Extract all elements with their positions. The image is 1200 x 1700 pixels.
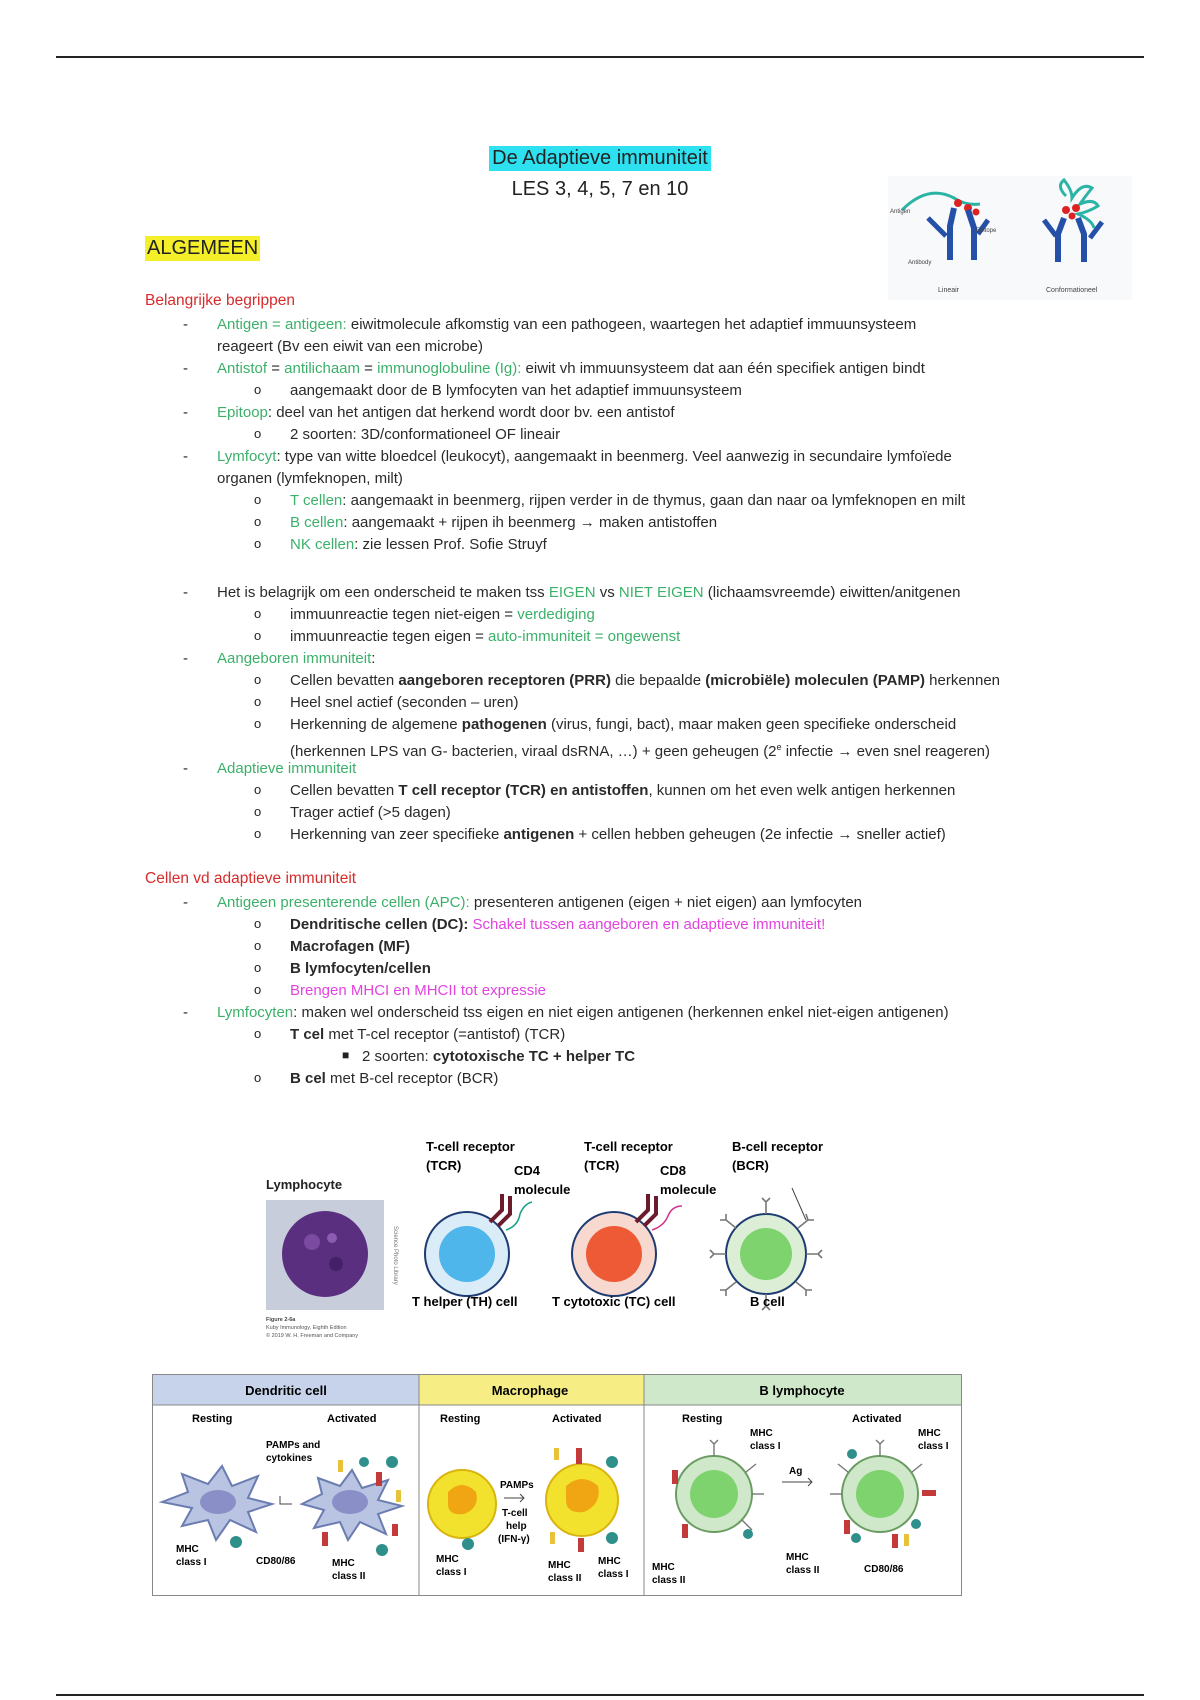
circle-bullet: o	[254, 606, 262, 621]
b-cel-item: B cel met B-cel receptor (BCR)	[290, 1070, 499, 1087]
t-cel-subtypes: 2 soorten: cytotoxische TC + helper TC	[362, 1048, 636, 1065]
antibody-label: Antibody	[908, 260, 932, 266]
b-lymphocyte-title: B lymphocyte	[759, 1383, 845, 1398]
circle-bullet: o	[254, 960, 262, 975]
dash-bullet: -	[183, 650, 188, 667]
mhc-item: Brengen MHCI en MHCII tot expressie	[290, 982, 546, 999]
adaptieve-item-3: Herkenning van zeer specifieke antigenen + cellen hebben geheugen (2e infectie → sneller actief)	[290, 826, 946, 843]
eigen-reactie: immuunreactie tegen eigen = auto-immuniteit = ongewenst	[290, 628, 681, 645]
cd8-label-b: molecule	[660, 1182, 717, 1197]
square-bullet: ■	[342, 1048, 350, 1062]
cd8-label-a: CD8	[660, 1163, 687, 1178]
dc-mhc-i-1: MHC	[176, 1544, 199, 1555]
circle-bullet: o	[254, 982, 262, 997]
pamps-cytokines-1: PAMPs and	[266, 1440, 321, 1451]
dash-bullet: -	[183, 760, 188, 777]
antistof-definition: Antistof = antilichaam = immunoglobuline (Ig): eiwit vh immuunsysteem dat aan één specifiek antigen bindt	[217, 360, 925, 377]
mac-mhc-i-2: class I	[436, 1567, 467, 1578]
cd4-label-b: molecule	[514, 1182, 571, 1197]
linear-label: Lineair	[938, 287, 960, 294]
dc-activated: Activated	[327, 1413, 377, 1425]
bly-mhc-ii-1: MHC	[652, 1562, 675, 1573]
b-cellen-item: B cellen: aangemaakt + rijpen ih beenmerg → maken antistoffen	[290, 514, 718, 531]
mac-mhc-ii-1: MHC	[548, 1560, 571, 1571]
macrofagen-item: Macrofagen (MF)	[290, 938, 410, 955]
t-cel-item: T cel met T-cel receptor (=antistof) (TCR)	[290, 1026, 566, 1043]
dc-resting: Resting	[192, 1413, 233, 1425]
adaptieve-item-1: Cellen bevatten T cell receptor (TCR) en antistoffen, kunnen om het even welk antigen herkennen	[290, 782, 956, 799]
circle-bullet: o	[254, 694, 262, 709]
cellen-heading: Cellen vd adaptieve immuniteit	[145, 870, 357, 887]
bly-mhc-ii-2: class II	[652, 1575, 686, 1586]
epitope-label: Epitope	[976, 228, 997, 234]
document-title-wrap	[0, 146, 1200, 171]
bcr-label-b: (BCR)	[732, 1158, 769, 1173]
mac-activated: Activated	[552, 1413, 602, 1425]
dash-bullet: -	[183, 316, 188, 333]
mac-mhc-i-act-2: class I	[598, 1569, 629, 1580]
bly-cd80: CD80/86	[864, 1564, 904, 1575]
circle-bullet: o	[254, 782, 262, 797]
bly-mhc-i-1: MHC	[750, 1428, 773, 1439]
epitoop-sub: 2 soorten: 3D/conformationeel OF lineair	[290, 426, 561, 443]
dash-bullet: -	[183, 584, 188, 601]
b-lymfocyten-item: B lymfocyten/cellen	[290, 960, 431, 977]
bly-mhc-i-act-2: class I	[918, 1441, 949, 1452]
tcr-label-2b: (TCR)	[584, 1158, 620, 1173]
circle-bullet: o	[254, 514, 262, 529]
adaptieve-item-2: Trager actief (>5 dagen)	[290, 804, 451, 821]
dendritic-title: Dendritic cell	[245, 1383, 327, 1398]
bly-mhc-i-act-1: MHC	[918, 1428, 941, 1439]
bly-mhc-ii-act-2: class II	[786, 1565, 820, 1576]
adaptieve-heading: Adaptieve immuniteit	[217, 760, 357, 777]
conformational-label: Conformationeel	[1046, 287, 1098, 294]
antistof-sub: aangemaakt door de B lymfocyten van het adaptief immuunsysteem	[290, 382, 742, 399]
dash-bullet: -	[183, 404, 188, 421]
dash-bullet: -	[183, 1004, 188, 1021]
lymfocyt-definition: Lymfocyt: type van witte bloedcel (leukocyt), aangemaakt in beenmerg. Veel aanwezig in secundaire lymfoïede	[217, 448, 952, 465]
bly-resting: Resting	[682, 1413, 723, 1425]
circle-bullet: o	[254, 1070, 262, 1085]
top-rule	[56, 56, 1144, 58]
figure-caption-3: © 2019 W. H. Freeman and Company	[266, 1333, 359, 1339]
dash-bullet: -	[183, 360, 188, 377]
dc-mhc-ii-2: class II	[332, 1571, 366, 1582]
photo-credit: Science Photo Library	[392, 1226, 398, 1285]
t-cytotoxic-label: T cytotoxic (TC) cell	[552, 1294, 676, 1309]
circle-bullet: o	[254, 716, 262, 731]
tcr-label-1a: T-cell receptor	[426, 1139, 515, 1154]
nk-cellen-item: NK cellen: zie lessen Prof. Sofie Struyf	[290, 536, 547, 553]
tcr-label-1b: (TCR)	[426, 1158, 462, 1173]
aangeboren-item-3-cont: (herkennen LPS van G- bacterien, viraal dsRNA, …) + geen geheugen (2e infectie → even snel reageren)	[290, 742, 990, 760]
antigen-label: Antigen	[890, 209, 911, 215]
lymphocyte-title: Lymphocyte	[266, 1177, 343, 1192]
document-subtitle: LES 3, 4, 5, 7 en 10	[511, 178, 689, 200]
antigen-definition: Antigen = antigeen: eiwitmolecule afkomstig van een pathogeen, waartegen het adaptief immuunsysteem	[217, 316, 917, 333]
bcr-label-a: B-cell receptor	[732, 1139, 824, 1154]
antigen-epitope-figure	[888, 176, 1132, 300]
circle-bullet: o	[254, 426, 262, 441]
lymphocyte-figure	[262, 1130, 844, 1350]
antigen-definition-cont: reageert (Bv een eiwit van een microbe)	[217, 338, 483, 355]
begrippen-heading: Belangrijke begrippen	[145, 292, 295, 309]
aangeboren-heading: Aangeboren immuniteit:	[217, 650, 376, 667]
section-title: ALGEMEEN	[147, 237, 259, 259]
niet-eigen-reactie: immuunreactie tegen niet-eigen = verdediging	[290, 606, 595, 623]
eigen-vs-niet-eigen: Het is belagrijk om een onderscheid te maken tss EIGEN vs NIET EIGEN (lichaamsvreemde) eiwitten/anitgenen	[217, 584, 961, 601]
lymfocyt-definition-cont: organen (lymfeknopen, milt)	[217, 470, 403, 487]
dc-mhc-i-2: class I	[176, 1557, 207, 1568]
circle-bullet: o	[254, 1026, 262, 1041]
circle-bullet: o	[254, 938, 262, 953]
apc-item: Antigeen presenterende cellen (APC): presenteren antigenen (eigen + niet eigen) aan lymfocyten	[217, 894, 862, 911]
bly-mhc-ii-act-1: MHC	[786, 1552, 809, 1563]
bly-ag: Ag	[789, 1466, 803, 1477]
aangeboren-item-2: Heel snel actief (seconden – uren)	[290, 694, 519, 711]
dash-bullet: -	[183, 448, 188, 465]
circle-bullet: o	[254, 672, 262, 687]
t-helper-label: T helper (TH) cell	[412, 1294, 518, 1309]
circle-bullet: o	[254, 536, 262, 551]
bly-activated: Activated	[852, 1413, 902, 1425]
epitoop-definition: Epitoop: deel van het antigen dat herkend wordt door bv. een antistof	[217, 404, 675, 421]
cd4-label-a: CD4	[514, 1163, 541, 1178]
circle-bullet: o	[254, 628, 262, 643]
circle-bullet: o	[254, 382, 262, 397]
bly-mhc-i-2: class I	[750, 1441, 781, 1452]
mac-mhc-ii-2: class II	[548, 1573, 582, 1584]
mac-mhc-i-act-1: MHC	[598, 1556, 621, 1567]
lymfocyten-item: Lymfocyten: maken wel onderscheid tss eigen en niet eigen antigenen (herkennen enkel niet-eigen antigenen)	[217, 1004, 949, 1021]
figure-caption-1: Figure 2-6a	[266, 1317, 296, 1323]
b-cell-label: B cell	[750, 1294, 785, 1309]
dc-cd80: CD80/86	[256, 1556, 296, 1567]
mac-mhc-i-1: MHC	[436, 1554, 459, 1565]
mac-tcell: T-cell	[502, 1508, 528, 1519]
document-title: De Adaptieve immuniteit	[489, 146, 711, 171]
figure-caption-2: Kuby Immunology, Eighth Edition	[266, 1325, 347, 1331]
aangeboren-item-3: Herkenning de algemene pathogenen (virus, fungi, bact), maar maken geen specifieke onderscheid	[290, 716, 957, 733]
dc-item: Dendritische cellen (DC): Schakel tussen aangeboren en adaptieve immuniteit!	[290, 916, 826, 933]
mac-help: help	[506, 1521, 527, 1532]
t-cellen-item: T cellen: aangemaakt in beenmerg, rijpen verder in de thymus, gaan dan naar oa lymfeknopen en milt	[290, 492, 966, 509]
mac-ifn: (IFN-γ)	[498, 1534, 530, 1545]
apc-comparison-figure	[152, 1374, 962, 1596]
mac-resting: Resting	[440, 1413, 481, 1425]
bottom-rule	[56, 1694, 1144, 1696]
tcr-label-2a: T-cell receptor	[584, 1139, 673, 1154]
circle-bullet: o	[254, 916, 262, 931]
pamps-cytokines-2: cytokines	[266, 1453, 313, 1464]
circle-bullet: o	[254, 804, 262, 819]
dash-bullet: -	[183, 894, 188, 911]
dc-mhc-ii-1: MHC	[332, 1558, 355, 1569]
circle-bullet: o	[254, 826, 262, 841]
macrophage-title: Macrophage	[491, 1383, 569, 1398]
aangeboren-item-1: Cellen bevatten aangeboren receptoren (PRR) die bepaalde (microbiële) moleculen (PAMP) herkennen	[290, 672, 1001, 689]
mac-pamps: PAMPs	[500, 1480, 534, 1491]
circle-bullet: o	[254, 492, 262, 507]
